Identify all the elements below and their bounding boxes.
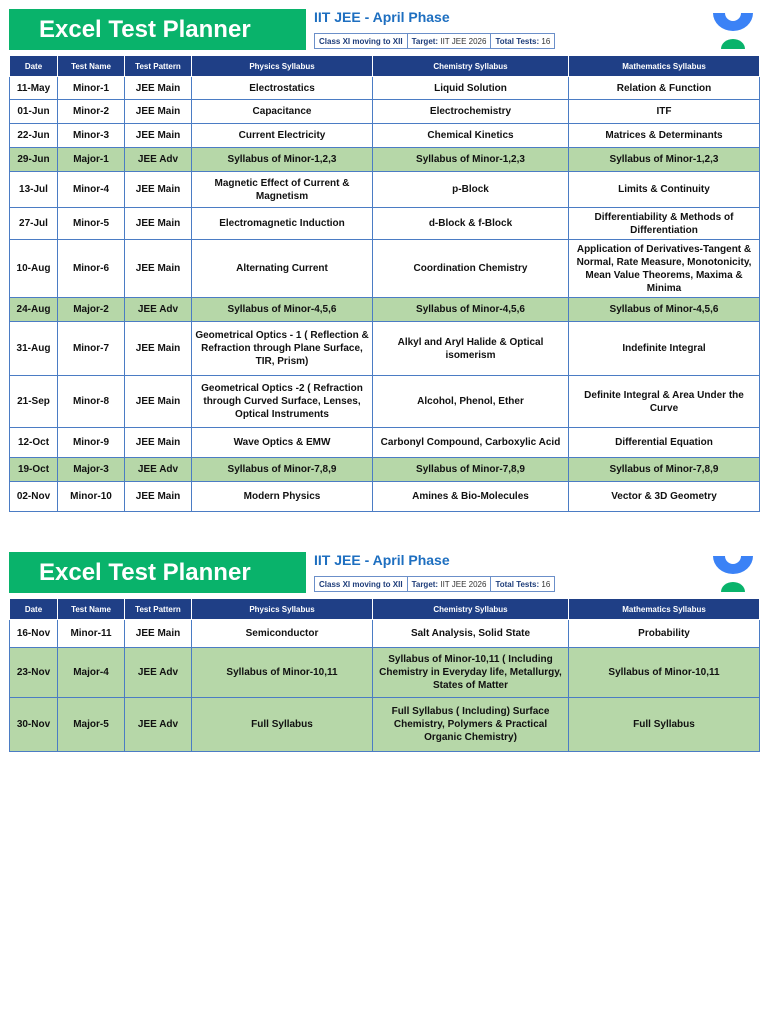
cell-chemistry-syllabus: Syllabus of Minor-10,11 ( Including Chemistry in Everyday life, Metallurgy, States of Matter — [373, 648, 569, 698]
cell-test-name: Minor-10 — [58, 482, 125, 512]
planner-title: Excel Test Planner — [9, 552, 306, 593]
cell-date: 12-Oct — [10, 428, 58, 458]
planner-header — [9, 552, 759, 598]
cell-date: 30-Nov — [10, 698, 58, 752]
cell-test-name: Major-4 — [58, 648, 125, 698]
column-header-test-name: Test Name — [58, 56, 125, 77]
table-row — [10, 620, 760, 648]
cell-test-pattern: JEE Adv — [125, 298, 192, 322]
cell-chemistry-syllabus: d-Block & f-Block — [373, 208, 569, 240]
target-value: IIT JEE 2026 — [440, 37, 487, 46]
cell-mathematics-syllabus: Vector & 3D Geometry — [569, 482, 760, 512]
cell-mathematics-syllabus: Syllabus of Minor-4,5,6 — [569, 298, 760, 322]
planner-title: Excel Test Planner — [9, 9, 306, 50]
cell-mathematics-syllabus: Indefinite Integral — [569, 322, 760, 376]
total-box — [490, 576, 555, 592]
phase-title: IIT JEE - April Phase — [314, 9, 450, 25]
target-box — [407, 33, 492, 49]
cell-physics-syllabus: Wave Optics & EMW — [192, 428, 373, 458]
cell-test-name: Major-1 — [58, 148, 125, 172]
total-box — [490, 33, 555, 49]
total-label: Total Tests: — [495, 37, 540, 46]
cell-date: 23-Nov — [10, 648, 58, 698]
planner-block-2 — [9, 552, 759, 752]
target-label: Target: — [411, 37, 439, 46]
table-row — [10, 648, 760, 698]
cell-physics-syllabus: Capacitance — [192, 100, 373, 124]
cell-physics-syllabus: Geometrical Optics - 1 ( Reflection & Refraction through Plane Surface, TIR, Prism) — [192, 322, 373, 376]
cell-physics-syllabus: Syllabus of Minor-10,11 — [192, 648, 373, 698]
table-header-row — [10, 56, 760, 77]
column-header-date: Date — [10, 56, 58, 77]
cell-chemistry-syllabus: Syllabus of Minor-7,8,9 — [373, 458, 569, 482]
cell-mathematics-syllabus: Definite Integral & Area Under the Curve — [569, 376, 760, 428]
cell-date: 27-Jul — [10, 208, 58, 240]
cell-chemistry-syllabus: Coordination Chemistry — [373, 240, 569, 298]
column-header-mathematics-syllabus: Mathematics Syllabus — [569, 599, 760, 620]
brand-logo-icon — [711, 11, 755, 51]
cell-test-name: Minor-5 — [58, 208, 125, 240]
target-label: Target: — [411, 580, 439, 589]
cell-test-pattern: JEE Adv — [125, 698, 192, 752]
cell-physics-syllabus: Alternating Current — [192, 240, 373, 298]
cell-physics-syllabus: Current Electricity — [192, 124, 373, 148]
cell-physics-syllabus: Semiconductor — [192, 620, 373, 648]
meta-info — [315, 576, 555, 592]
cell-mathematics-syllabus: Limits & Continuity — [569, 172, 760, 208]
cell-date: 21-Sep — [10, 376, 58, 428]
cell-chemistry-syllabus: Alcohol, Phenol, Ether — [373, 376, 569, 428]
cell-physics-syllabus: Syllabus of Minor-4,5,6 — [192, 298, 373, 322]
cell-test-name: Major-3 — [58, 458, 125, 482]
column-header-physics-syllabus: Physics Syllabus — [192, 56, 373, 77]
cell-test-pattern: JEE Main — [125, 376, 192, 428]
cell-test-pattern: JEE Main — [125, 322, 192, 376]
table-row — [10, 100, 760, 124]
column-header-chemistry-syllabus: Chemistry Syllabus — [373, 599, 569, 620]
cell-chemistry-syllabus: Amines & Bio-Molecules — [373, 482, 569, 512]
cell-chemistry-syllabus: Syllabus of Minor-4,5,6 — [373, 298, 569, 322]
cell-date: 11-May — [10, 77, 58, 100]
cell-chemistry-syllabus: Carbonyl Compound, Carboxylic Acid — [373, 428, 569, 458]
column-header-test-pattern: Test Pattern — [125, 56, 192, 77]
class-label: Class XI moving to XII — [314, 33, 408, 49]
class-label: Class XI moving to XII — [314, 576, 408, 592]
table-row — [10, 428, 760, 458]
cell-date: 01-Jun — [10, 100, 58, 124]
table-row — [10, 240, 760, 298]
cell-test-pattern: JEE Main — [125, 240, 192, 298]
test-schedule-table-2 — [9, 598, 760, 752]
cell-test-pattern: JEE Adv — [125, 648, 192, 698]
cell-test-pattern: JEE Main — [125, 77, 192, 100]
cell-chemistry-syllabus: Chemical Kinetics — [373, 124, 569, 148]
column-header-test-name: Test Name — [58, 599, 125, 620]
cell-test-pattern: JEE Main — [125, 208, 192, 240]
cell-date: 19-Oct — [10, 458, 58, 482]
cell-mathematics-syllabus: Probability — [569, 620, 760, 648]
cell-date: 29-Jun — [10, 148, 58, 172]
table-body — [10, 620, 760, 752]
cell-mathematics-syllabus: Syllabus of Minor-1,2,3 — [569, 148, 760, 172]
cell-mathematics-syllabus: Differential Equation — [569, 428, 760, 458]
target-box — [407, 576, 492, 592]
cell-date: 02-Nov — [10, 482, 58, 512]
cell-mathematics-syllabus: Full Syllabus — [569, 698, 760, 752]
cell-test-name: Minor-1 — [58, 77, 125, 100]
cell-mathematics-syllabus: Relation & Function — [569, 77, 760, 100]
cell-test-name: Minor-7 — [58, 322, 125, 376]
table-row — [10, 77, 760, 100]
column-header-date: Date — [10, 599, 58, 620]
cell-chemistry-syllabus: Full Syllabus ( Including) Surface Chemistry, Polymers & Practical Organic Chemistry) — [373, 698, 569, 752]
cell-date: 13-Jul — [10, 172, 58, 208]
cell-physics-syllabus: Geometrical Optics -2 ( Refraction through Curved Surface, Lenses, Optical Instruments — [192, 376, 373, 428]
planner-block-1 — [9, 9, 759, 512]
total-value: 16 — [541, 37, 551, 46]
phase-title: IIT JEE - April Phase — [314, 552, 450, 568]
cell-physics-syllabus: Syllabus of Minor-1,2,3 — [192, 148, 373, 172]
column-header-test-pattern: Test Pattern — [125, 599, 192, 620]
cell-mathematics-syllabus: Application of Derivatives-Tangent & Normal, Rate Measure, Monotonicity, Mean Value Theorems, Maxima & Minima — [569, 240, 760, 298]
cell-test-pattern: JEE Main — [125, 100, 192, 124]
cell-chemistry-syllabus: Syllabus of Minor-1,2,3 — [373, 148, 569, 172]
table-row — [10, 482, 760, 512]
table-body — [10, 77, 760, 512]
cell-mathematics-syllabus: Matrices & Determinants — [569, 124, 760, 148]
table-row — [10, 376, 760, 428]
table-row — [10, 208, 760, 240]
cell-test-name: Minor-8 — [58, 376, 125, 428]
table-row — [10, 458, 760, 482]
total-value: 16 — [541, 580, 551, 589]
cell-test-name: Minor-4 — [58, 172, 125, 208]
cell-test-name: Minor-6 — [58, 240, 125, 298]
cell-date: 10-Aug — [10, 240, 58, 298]
target-value: IIT JEE 2026 — [440, 580, 487, 589]
cell-physics-syllabus: Electrostatics — [192, 77, 373, 100]
cell-test-pattern: JEE Main — [125, 620, 192, 648]
table-row — [10, 124, 760, 148]
test-schedule-table-1 — [9, 55, 760, 512]
cell-test-pattern: JEE Main — [125, 124, 192, 148]
planner-header — [9, 9, 759, 55]
cell-date: 24-Aug — [10, 298, 58, 322]
cell-chemistry-syllabus: Liquid Solution — [373, 77, 569, 100]
table-header-row — [10, 599, 760, 620]
column-header-mathematics-syllabus: Mathematics Syllabus — [569, 56, 760, 77]
cell-test-name: Minor-11 — [58, 620, 125, 648]
table-row — [10, 298, 760, 322]
cell-test-name: Major-2 — [58, 298, 125, 322]
brand-logo-icon — [711, 554, 755, 594]
cell-chemistry-syllabus: p-Block — [373, 172, 569, 208]
cell-physics-syllabus: Magnetic Effect of Current & Magnetism — [192, 172, 373, 208]
cell-chemistry-syllabus: Salt Analysis, Solid State — [373, 620, 569, 648]
cell-test-pattern: JEE Adv — [125, 148, 192, 172]
cell-date: 22-Jun — [10, 124, 58, 148]
cell-test-name: Minor-3 — [58, 124, 125, 148]
cell-chemistry-syllabus: Electrochemistry — [373, 100, 569, 124]
table-row — [10, 322, 760, 376]
cell-chemistry-syllabus: Alkyl and Aryl Halide & Optical isomerism — [373, 322, 569, 376]
cell-date: 31-Aug — [10, 322, 58, 376]
cell-test-name: Minor-9 — [58, 428, 125, 458]
column-header-chemistry-syllabus: Chemistry Syllabus — [373, 56, 569, 77]
cell-test-name: Minor-2 — [58, 100, 125, 124]
table-row — [10, 698, 760, 752]
cell-physics-syllabus: Syllabus of Minor-7,8,9 — [192, 458, 373, 482]
cell-physics-syllabus: Full Syllabus — [192, 698, 373, 752]
cell-mathematics-syllabus: Syllabus of Minor-7,8,9 — [569, 458, 760, 482]
table-row — [10, 172, 760, 208]
cell-test-name: Major-5 — [58, 698, 125, 752]
cell-date: 16-Nov — [10, 620, 58, 648]
column-header-physics-syllabus: Physics Syllabus — [192, 599, 373, 620]
cell-test-pattern: JEE Main — [125, 482, 192, 512]
cell-physics-syllabus: Electromagnetic Induction — [192, 208, 373, 240]
meta-info — [315, 33, 555, 49]
table-row — [10, 148, 760, 172]
cell-physics-syllabus: Modern Physics — [192, 482, 373, 512]
cell-test-pattern: JEE Adv — [125, 458, 192, 482]
total-label: Total Tests: — [495, 580, 540, 589]
cell-mathematics-syllabus: Differentiability & Methods of Differentiation — [569, 208, 760, 240]
cell-mathematics-syllabus: Syllabus of Minor-10,11 — [569, 648, 760, 698]
cell-mathematics-syllabus: ITF — [569, 100, 760, 124]
cell-test-pattern: JEE Main — [125, 172, 192, 208]
cell-test-pattern: JEE Main — [125, 428, 192, 458]
